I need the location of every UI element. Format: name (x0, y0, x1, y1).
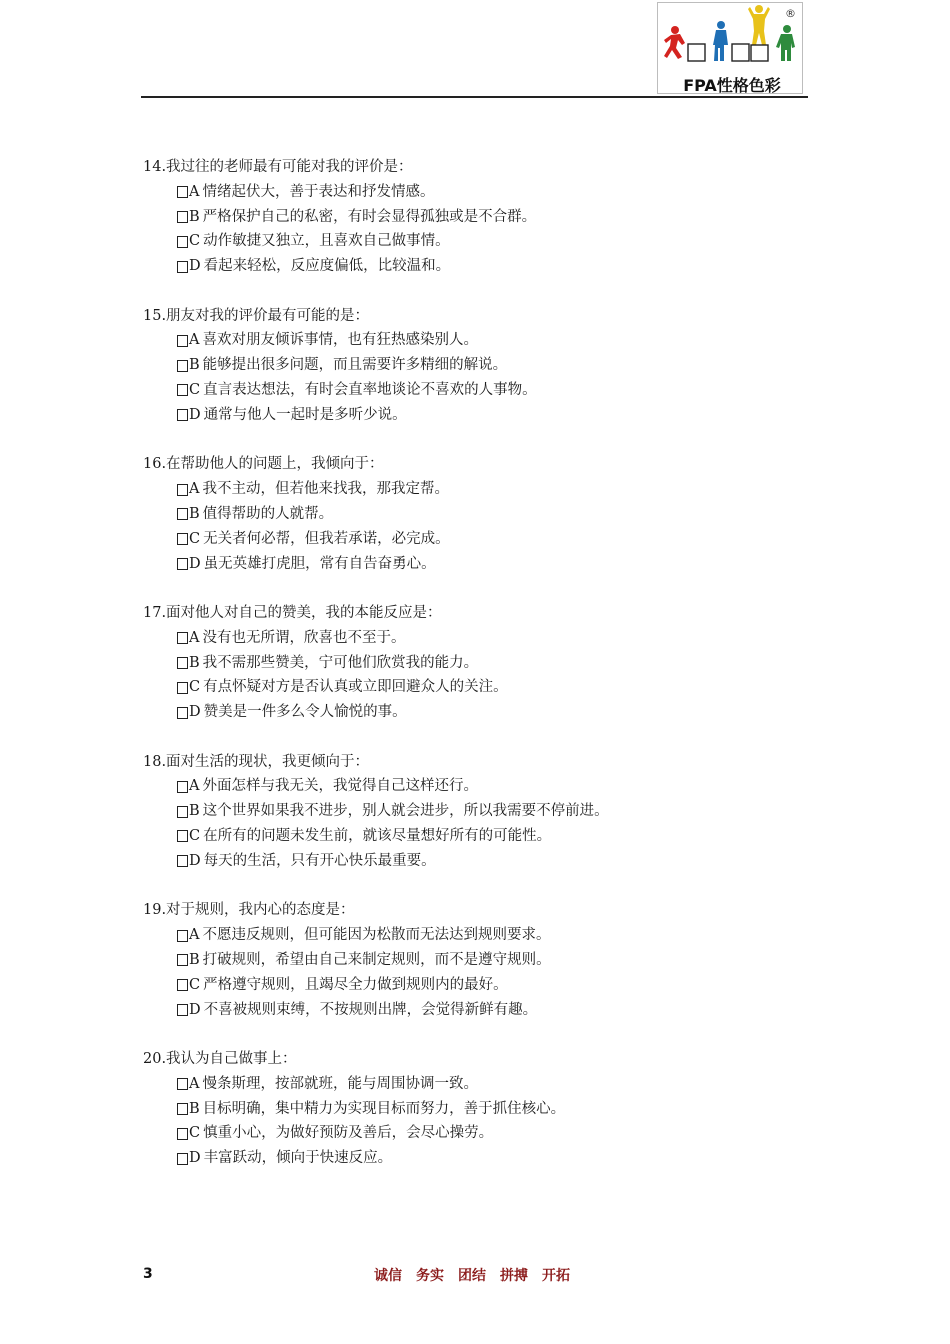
question-18 (143, 750, 803, 874)
option-letter: B (189, 357, 200, 374)
motto-word: 务实 (416, 1268, 444, 1284)
checkbox[interactable] (177, 186, 188, 198)
checkbox[interactable] (177, 657, 188, 669)
checkbox[interactable] (177, 806, 188, 818)
option-d[interactable] (143, 998, 803, 1023)
option-text: 动作敏捷又独立，且喜欢自己做事情。 (203, 233, 450, 250)
option-text: 能够提出很多问题，而且需要许多精细的解说。 (202, 357, 508, 374)
option-c[interactable] (143, 378, 803, 403)
checkbox[interactable] (177, 484, 188, 496)
checkbox[interactable] (177, 682, 188, 694)
option-letter: C (189, 976, 201, 993)
checkbox[interactable] (177, 632, 188, 644)
checkbox[interactable] (177, 533, 188, 545)
option-a[interactable] (143, 328, 803, 353)
fpa-logo (657, 2, 803, 94)
option-letter: A (189, 332, 200, 349)
option-letter: D (189, 704, 201, 721)
option-text: 严格保护自己的私密，有时会显得孤独或是不合群。 (202, 208, 537, 225)
checkbox[interactable] (177, 1128, 188, 1140)
option-letter: C (189, 530, 201, 547)
option-c[interactable] (143, 1121, 803, 1146)
option-a[interactable] (143, 774, 803, 799)
option-letter: D (189, 1001, 201, 1018)
option-letter: A (189, 183, 200, 200)
option-letter: D (189, 406, 201, 423)
motto-word: 团结 (458, 1268, 486, 1284)
option-letter: A (189, 481, 200, 498)
option-text: 赞美是一件多么令人愉悦的事。 (203, 704, 407, 721)
checkbox[interactable] (177, 707, 188, 719)
registered-mark: ® (785, 7, 796, 20)
option-text: 每天的生活，只有开心快乐最重要。 (203, 852, 436, 869)
option-letter: B (189, 803, 200, 820)
option-c[interactable] (143, 229, 803, 254)
checkbox[interactable] (177, 930, 188, 942)
option-text: 在所有的问题未发生前，就该尽量想好所有的可能性。 (203, 828, 552, 845)
question-title: 20.我认为自己做事上： (143, 1051, 297, 1068)
footer-motto (374, 1265, 570, 1285)
option-text: 有点怀疑对方是否认真或立即回避众人的关注。 (203, 679, 508, 696)
question-title: 18.面对生活的现状，我更倾向于： (143, 753, 370, 770)
option-letter: B (189, 1100, 200, 1117)
option-c[interactable] (143, 973, 803, 998)
option-a[interactable] (143, 923, 803, 948)
option-text: 喜欢对朋友倾诉事情，也有狂热感染别人。 (202, 332, 478, 349)
option-d[interactable] (143, 1146, 803, 1171)
header-divider (141, 96, 808, 98)
motto-word: 诚信 (374, 1268, 402, 1284)
option-text: 我不需那些赞美，宁可他们欣赏我的能力。 (202, 654, 479, 671)
checkbox[interactable] (177, 954, 188, 966)
option-c[interactable] (143, 824, 803, 849)
checkbox[interactable] (177, 781, 188, 793)
option-letter: B (189, 951, 200, 968)
option-letter: C (189, 679, 201, 696)
checkbox[interactable] (177, 236, 188, 248)
option-b[interactable] (143, 205, 803, 230)
option-letter: C (189, 233, 201, 250)
option-letter: D (189, 555, 201, 572)
option-d[interactable] (143, 552, 803, 577)
checkbox[interactable] (177, 261, 188, 273)
option-text: 外面怎样与我无关，我觉得自己这样还行。 (202, 778, 478, 795)
question-15 (143, 304, 803, 428)
option-text: 看起来轻松，反应度偏低，比较温和。 (203, 258, 451, 275)
option-b[interactable] (143, 799, 803, 824)
option-text: 慎重小心，为做好预防及善后，会尽心操劳。 (203, 1125, 494, 1142)
option-letter: C (189, 1125, 201, 1142)
option-text: 严格遵守规则，且竭尽全力做到规则内的最好。 (203, 976, 508, 993)
question-17 (143, 601, 803, 725)
checkbox[interactable] (177, 1078, 188, 1090)
checkbox[interactable] (177, 1153, 188, 1165)
motto-word: 拼搏 (500, 1268, 528, 1284)
question-16 (143, 452, 803, 576)
option-text: 不愿违反规则，但可能因为松散而无法达到规则要求。 (202, 927, 551, 944)
checkbox[interactable] (177, 1103, 188, 1115)
option-b[interactable] (143, 948, 803, 973)
option-text: 情绪起伏大，善于表达和抒发情感。 (202, 183, 435, 200)
checkbox[interactable] (177, 384, 188, 396)
option-text: 目标明确，集中精力为实现目标而努力，善于抓住核心。 (202, 1100, 566, 1117)
option-c[interactable] (143, 527, 803, 552)
logo-figures-icon (658, 3, 804, 73)
checkbox[interactable] (177, 409, 188, 421)
option-c[interactable] (143, 675, 803, 700)
option-letter: C (189, 382, 201, 399)
question-title: 15.朋友对我的评价最有可能的是： (143, 307, 370, 324)
checkbox[interactable] (177, 558, 188, 570)
question-title: 14.我过往的老师最有可能对我的评价是： (143, 159, 413, 175)
option-d[interactable] (143, 849, 803, 874)
question-20 (143, 1047, 803, 1171)
option-letter: B (189, 208, 200, 225)
option-text: 直言表达想法，有时会直率地谈论不喜欢的人事物。 (203, 382, 537, 399)
option-letter: A (189, 927, 200, 944)
option-text: 无关者何必帮，但我若承诺，必完成。 (203, 530, 450, 547)
checkbox[interactable] (177, 508, 188, 520)
option-a[interactable] (143, 626, 803, 651)
page-number: 3 (143, 1266, 153, 1282)
option-letter: A (189, 1075, 200, 1092)
option-b[interactable] (143, 651, 803, 676)
option-letter: D (189, 258, 201, 275)
option-d[interactable] (143, 403, 803, 428)
logo-text: FPA性格色彩 (683, 76, 781, 95)
motto-word: 开拓 (542, 1268, 570, 1284)
option-b[interactable] (143, 1097, 803, 1122)
question-title: 16.在帮助他人的问题上，我倾向于： (143, 456, 384, 473)
question-14 (143, 155, 803, 279)
question-19 (143, 898, 803, 1022)
questionnaire (143, 155, 803, 1196)
option-text: 这个世界如果我不进步，别人就会进步，所以我需要不停前进。 (202, 803, 609, 820)
option-text: 没有也无所谓，欣喜也不至于。 (202, 629, 406, 646)
question-title: 17.面对他人对自己的赞美，我的本能反应是： (143, 605, 442, 622)
option-b[interactable] (143, 502, 803, 527)
option-a[interactable] (143, 180, 803, 205)
checkbox[interactable] (177, 211, 188, 223)
checkbox[interactable] (177, 830, 188, 842)
checkbox[interactable] (177, 360, 188, 372)
option-letter: B (189, 654, 200, 671)
option-text: 慢条斯理，按部就班，能与周围协调一致。 (202, 1075, 478, 1092)
option-letter: D (189, 1150, 201, 1167)
option-b[interactable] (143, 353, 803, 378)
option-a[interactable] (143, 1072, 803, 1097)
checkbox[interactable] (177, 1004, 188, 1016)
checkbox[interactable] (177, 855, 188, 867)
option-letter: C (189, 828, 201, 845)
option-text: 丰富跃动，倾向于快速反应。 (203, 1150, 393, 1167)
question-title: 19.对于规则，我内心的态度是： (143, 902, 355, 919)
option-text: 通常与他人一起时是多听少说。 (203, 406, 407, 423)
option-text: 不喜被规则束缚，不按规则出牌，会觉得新鲜有趣。 (203, 1001, 538, 1018)
option-letter: D (189, 852, 201, 869)
option-letter: A (189, 629, 200, 646)
option-text: 虽无英雄打虎胆，常有自告奋勇心。 (203, 555, 436, 572)
option-text: 值得帮助的人就帮。 (202, 505, 334, 522)
option-letter: B (189, 505, 200, 522)
option-text: 我不主动，但若他来找我，那我定帮。 (202, 481, 449, 498)
option-text: 打破规则，希望由自己来制定规则，而不是遵守规则。 (202, 951, 551, 968)
checkbox[interactable] (177, 979, 188, 991)
option-d[interactable] (143, 254, 803, 279)
option-d[interactable] (143, 700, 803, 725)
option-letter: A (189, 778, 200, 795)
checkbox[interactable] (177, 335, 188, 347)
option-a[interactable] (143, 477, 803, 502)
